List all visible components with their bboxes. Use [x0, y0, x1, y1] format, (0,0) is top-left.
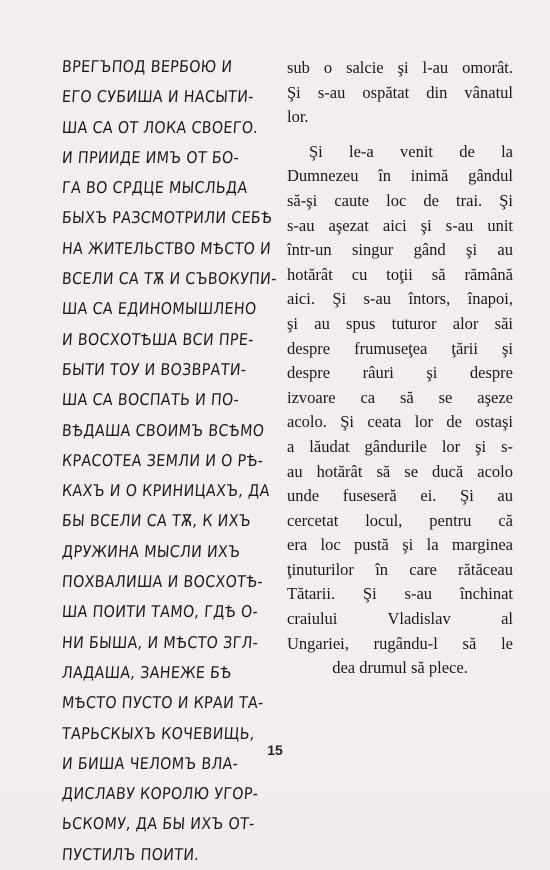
handwritten-line: ША ПОИТИ ТАМО, ГДѢ О- [61, 602, 259, 622]
handwritten-line: БЫТИ ТОУ И ВОЗВРАТИ- [61, 359, 248, 379]
handwritten-line: ДИСЛАВУ КОРОЛЮ УГОР- [61, 784, 259, 804]
text-line: au hotărât să se ducă acolo [287, 461, 513, 481]
text-line: s-au aşezat aici şi s-au unit [287, 215, 513, 235]
text-line: Ungariei, rugându-l să le [287, 633, 513, 653]
text-line: hotărât cu toţii să rămână [287, 264, 513, 284]
handwritten-line: КАХЪ И О КРИНИЦАХЪ, ДА [61, 481, 271, 501]
handwritten-line: ДРУЖИНА МЫСЛИ ИХЪ [61, 541, 242, 561]
handwritten-line: ТАРЬСКЫХЪ КОЧЕВИЩЬ, [61, 723, 256, 743]
text-line: izvoare ca să se aşeze [287, 387, 513, 407]
handwritten-line: НИ БЫША, И МѢСТО ЗГЛ- [61, 632, 259, 652]
handwritten-line: ША СА ВОСПАТЬ И ПО- [61, 390, 240, 410]
text-line: dea drumul să plece. [332, 658, 468, 678]
handwritten-line: И ПРИИДЕ ИМЪ ОТ БО- [61, 147, 240, 167]
text-line: sub o salcie şi l-au omorât. [287, 58, 513, 77]
text-line: despre frumuseţea ţării şi [287, 338, 513, 358]
page-number: 15 [267, 742, 283, 758]
text-line: Şi s-au ospătat din vânatul [287, 82, 513, 102]
handwritten-line: ВСЕЛИ СА ТѪ И СЪВОКУПИ- [61, 269, 278, 289]
text-line: să-şi caute loc de trai. Şi [287, 190, 513, 210]
text-line: într-un singur gând şi au [287, 240, 513, 260]
handwritten-line: НА ЖИТЕЛЬСТВО МѢСТО И [61, 238, 272, 258]
text-line: şi au spus tuturor alor săi [287, 313, 513, 333]
handwritten-line: ЕГО СУБИША И НАСЫТИ- [61, 87, 255, 107]
text-line: lor. [287, 107, 309, 127]
handwritten-line: КРАСОТЕА ЗЕМЛИ И О РѢ- [61, 450, 264, 470]
text-line: aici. Şi s-au întors, înapoi, [287, 289, 513, 309]
text-line: era loc pustă şi la marginea [287, 535, 513, 555]
text-line: Dumnezeu în inimă gândul [287, 166, 513, 186]
handwritten-line: И ВОСХОТѢША ВСИ ПРЕ- [61, 329, 255, 349]
romanian-translation-column [287, 56, 513, 681]
handwritten-line: ВѢДАША СВОИМЪ ВСѢМО [61, 420, 265, 440]
handwritten-line: ГА ВО СРДЦЕ МЫСЛЬДА [61, 178, 249, 198]
handwritten-line: ЛАДАША, ЗАНЕЖЕ БѢ [61, 662, 233, 682]
handwritten-line: ША СА ОТ ЛОКА СВОЕГО. [61, 117, 259, 137]
handwritten-line: ША СА ЕДИНОМЫШЛЕНО [61, 299, 258, 319]
handwritten-line: ПУСТИЛЪ ПОИТИ. [61, 844, 200, 864]
text-line: a lăudat gândurile lor şi s- [287, 436, 513, 456]
text-line: unde fuseseră ei. Şi au [287, 486, 513, 506]
text-line: ţinuturilor în care rătăceau [287, 559, 513, 579]
handwritten-line: БЫ ВСЕЛИ СА ТѪ, К ИХЪ [61, 511, 252, 531]
handwritten-line: ВРЕГЪПОД ВЕРБОЮ И [61, 57, 234, 76]
handwritten-line: ЬСКОМУ, ДА БЫ ИХЪ ОТ- [61, 814, 256, 834]
handwritten-line: И БИША ЧЕЛОМЪ ВЛА- [61, 753, 239, 773]
text-line: Şi le-a venit de la [309, 141, 513, 161]
handwritten-line: МѢСТО ПУСТО И КРАИ ТА- [61, 693, 265, 713]
text-line: acolo. Şi ceata lor de ostaşi [287, 412, 513, 432]
handwritten-line: ПОХВАЛИША И ВОСХОТѢ- [61, 572, 264, 592]
text-line: despre râuri şi despre [287, 363, 513, 383]
text-line: craiului Vladislav al [287, 609, 513, 629]
handwritten-line: БЫХЪ РАЗСМОТРИЛИ СЕБѢ [61, 208, 274, 228]
text-line: Tătarii. Şi s-au închinat [287, 584, 513, 604]
text-line: cercetat locul, pentru că [287, 510, 513, 530]
